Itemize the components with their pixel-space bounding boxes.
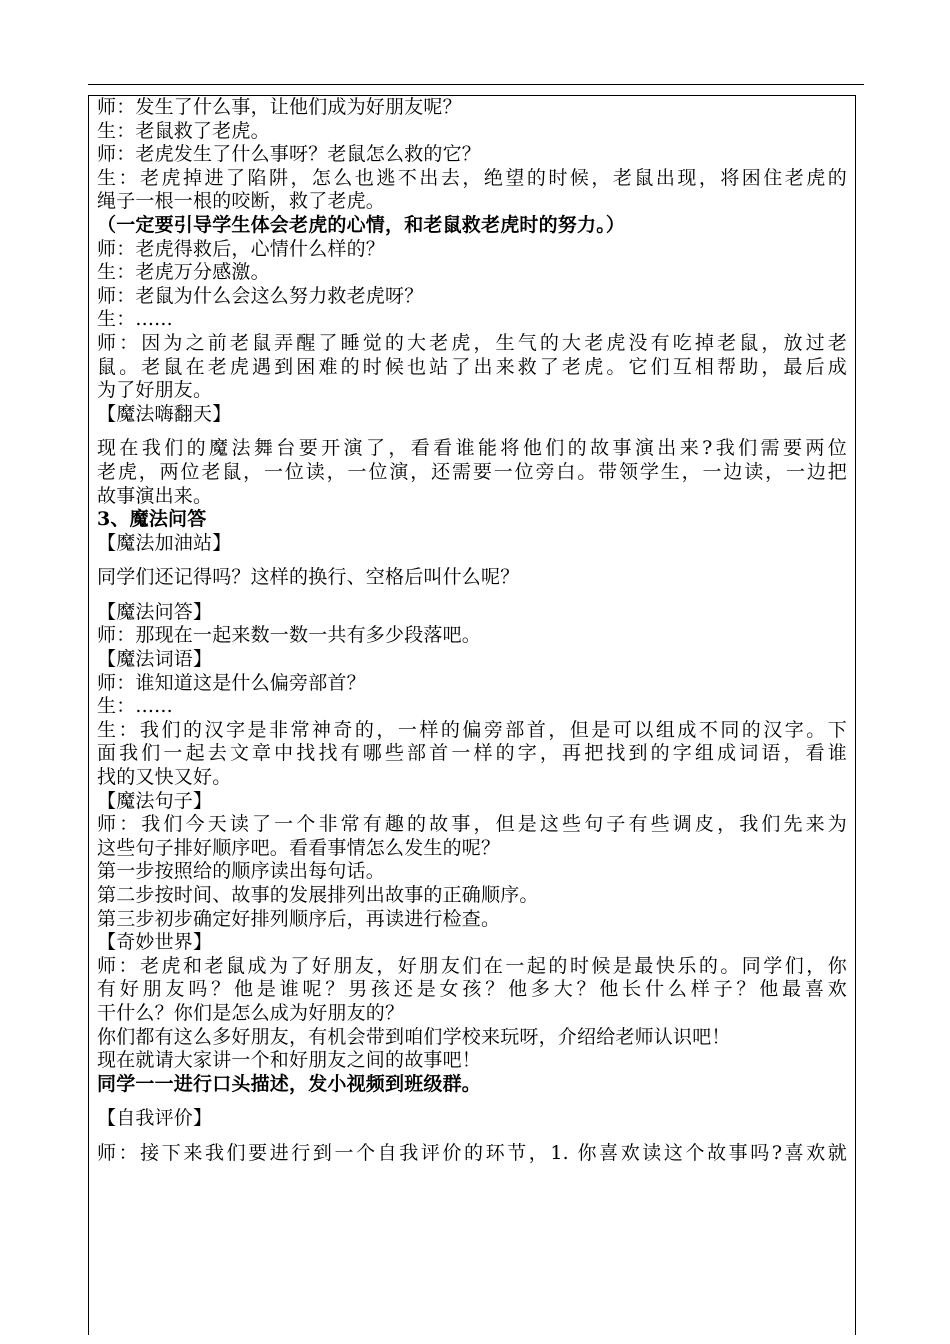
text-line: 师：谁知道这是什么偏旁部首？ — [97, 671, 366, 694]
text-line: 师：那现在一起来数一数一共有多少段落吧。 — [97, 624, 482, 647]
text-line: 同学们还记得吗？这样的换行、空格后叫什么呢？ — [97, 566, 520, 589]
text-line: （一定要引导学生体会老虎的心情，和老鼠救老虎时的努力。） — [97, 213, 626, 236]
lesson-plan-cell — [88, 95, 856, 1335]
text-line: 生：老鼠救了老虎。 — [97, 119, 270, 142]
text-line: 生：我们的汉字是非常神奇的，一样的偏旁部首，但是可以组成不同的汉字。下 — [97, 718, 847, 741]
text-line: 师：老虎发生了什么事呀？老鼠怎么救的它？ — [97, 143, 482, 166]
text-line: 有好朋友吗？他是谁呢？男孩还是女孩？他多大？他长什么样子？他最喜欢 — [97, 978, 847, 1001]
text-line: 找的又快又好。 — [97, 766, 232, 789]
text-line: 鼠。老鼠在老虎遇到困难的时候也站了出来救了老虎。它们互相帮助，最后成 — [97, 355, 847, 378]
text-line: 师：老鼠为什么会这么努力救老虎呀？ — [97, 284, 424, 307]
text-line: 第三步初步确定好排列顺序后，再读进行检查。 — [97, 907, 501, 930]
text-line: 同学一一进行口头描述，发小视频到班级群。 — [97, 1072, 482, 1095]
text-line: 师：接下来我们要进行到一个自我评价的环节，1. 你喜欢读这个故事吗?喜欢就 — [97, 1141, 847, 1164]
paragraph-gap — [97, 1131, 847, 1142]
paragraph-gap — [97, 1096, 847, 1107]
text-line: 【奇妙世界】 — [97, 931, 213, 954]
text-line: 面我们一起去文章中找找有哪些部首一样的字，再把找到的字组成词语，看谁 — [97, 742, 847, 765]
text-line: 师：老虎和老鼠成为了好朋友，好朋友们在一起的时候是最快乐的。同学们，你 — [97, 954, 847, 977]
text-line: 这些句子排好顺序吧。看看事情怎么发生的呢？ — [97, 836, 501, 859]
text-line: 师：因为之前老鼠弄醒了睡觉的大老虎，生气的大老虎没有吃掉老鼠，放过老 — [97, 331, 847, 354]
text-line: 【自我评价】 — [97, 1107, 213, 1130]
paragraph-gap — [97, 555, 847, 566]
text-line: 你们都有这么多好朋友，有机会带到咱们学校来玩呀，介绍给老师认识吧！ — [97, 1025, 731, 1048]
text-line: 3、魔法问答 — [97, 508, 207, 531]
text-line: 师：发生了什么事，让他们成为好朋友呢？ — [97, 96, 462, 118]
text-line: 故事演出来。 — [97, 484, 213, 507]
text-line: 师：我们今天读了一个非常有趣的故事，但是这些句子有些调皮，我们先来为 — [97, 813, 847, 836]
text-line: 第一步按照给的顺序读出每句话。 — [97, 860, 386, 883]
text-line: 【魔法嗨翻天】 — [97, 402, 232, 425]
text-line: 现在就请大家讲一个和好朋友之间的故事吧！ — [97, 1049, 482, 1072]
text-line: 【魔法问答】 — [97, 600, 213, 623]
text-line: 为了好朋友。 — [97, 379, 213, 402]
text-line: 生：...... — [97, 695, 173, 718]
text-line: 【魔法词语】 — [97, 648, 213, 671]
paragraph-gap — [97, 426, 847, 437]
text-line: 【魔法加油站】 — [97, 531, 232, 554]
header-rule — [88, 84, 864, 85]
paragraph-gap — [97, 590, 847, 601]
text-line: 生：老虎掉进了陷阱，怎么也逃不出去，绝望的时候，老鼠出现，将困住老虎的 — [97, 166, 847, 189]
text-line: 【魔法句子】 — [97, 789, 213, 812]
text-line: 现在我们的魔法舞台要开演了，看看谁能将他们的故事演出来?我们需要两位 — [97, 437, 847, 460]
text-line: 老虎，两位老鼠，一位读，一位演，还需要一位旁白。带领学生，一边读，一边把 — [97, 460, 847, 483]
text-line: 干什么？你们是怎么成为好朋友的？ — [97, 1001, 405, 1024]
text-line: 生：老虎万分感激。 — [97, 261, 270, 284]
text-line: 第二步按时间、故事的发展排列出故事的正确顺序。 — [97, 884, 539, 906]
text-line: 师：老虎得救后，心情什么样的？ — [97, 237, 386, 260]
text-line: 生：...... — [97, 308, 173, 331]
text-line: 绳子一根一根的咬断，救了老虎。 — [97, 190, 386, 213]
